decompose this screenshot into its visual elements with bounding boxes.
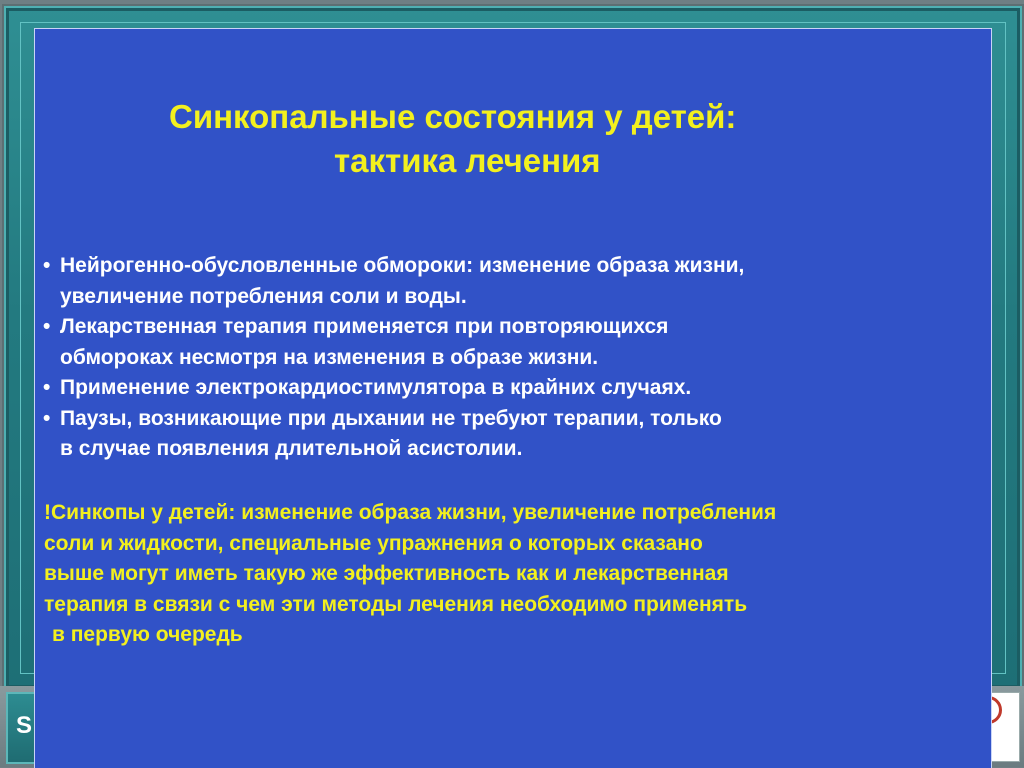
bullet-dot: • [43,406,51,430]
bullet-text: Нейрогенно-обусловленные обмороки: изменение образа жизни, [60,254,745,277]
note-line: терапия в связи с чем эти методы лечения необходимо применять [44,592,748,616]
note-line: !Синкопы у детей: изменение образа жизни, увеличение потребления [44,501,777,524]
bullet-text: Применение электрокардиостимулятора в крайних случаях. [60,376,692,399]
bullet-dot: • [43,315,51,338]
content-panel [34,28,992,768]
bullet-item-2-continuation: обмороках несмотря на изменения в образе жизни. [60,345,599,369]
slide-title [35,95,991,183]
template-tab-letter: S [16,712,33,739]
bullet-dot: • [43,376,51,399]
bullet-item-4-continuation: в случае появления длительной асистолии. [60,437,523,460]
bullet-text: Лекарственная терапия применяется при повторяющихся [60,315,669,338]
slide-title-line-2: тактика лечения [334,142,601,179]
highlight-note [44,498,974,651]
note-line: соли и жидкости, специальные упражнения о которых сказано [44,531,703,555]
note-line: выше могут иметь такую же эффективность как и лекарственная [44,562,729,585]
bullet-item-1 [43,251,973,282]
slide-title-line-1: Синкопальные состояния у детей: [169,98,737,135]
bullet-text: Паузы, возникающие при дыхании не требуют терапии, только [60,406,722,430]
note-line: в первую очередь [52,623,243,646]
bullet-item-1-continuation: увеличение потребления соли и воды. [60,284,467,308]
bullet-list [43,251,973,465]
bullet-item-3 [43,373,973,404]
bullet-item-4 [43,404,973,435]
bullet-dot: • [43,254,51,277]
bullet-item-2 [43,312,973,343]
